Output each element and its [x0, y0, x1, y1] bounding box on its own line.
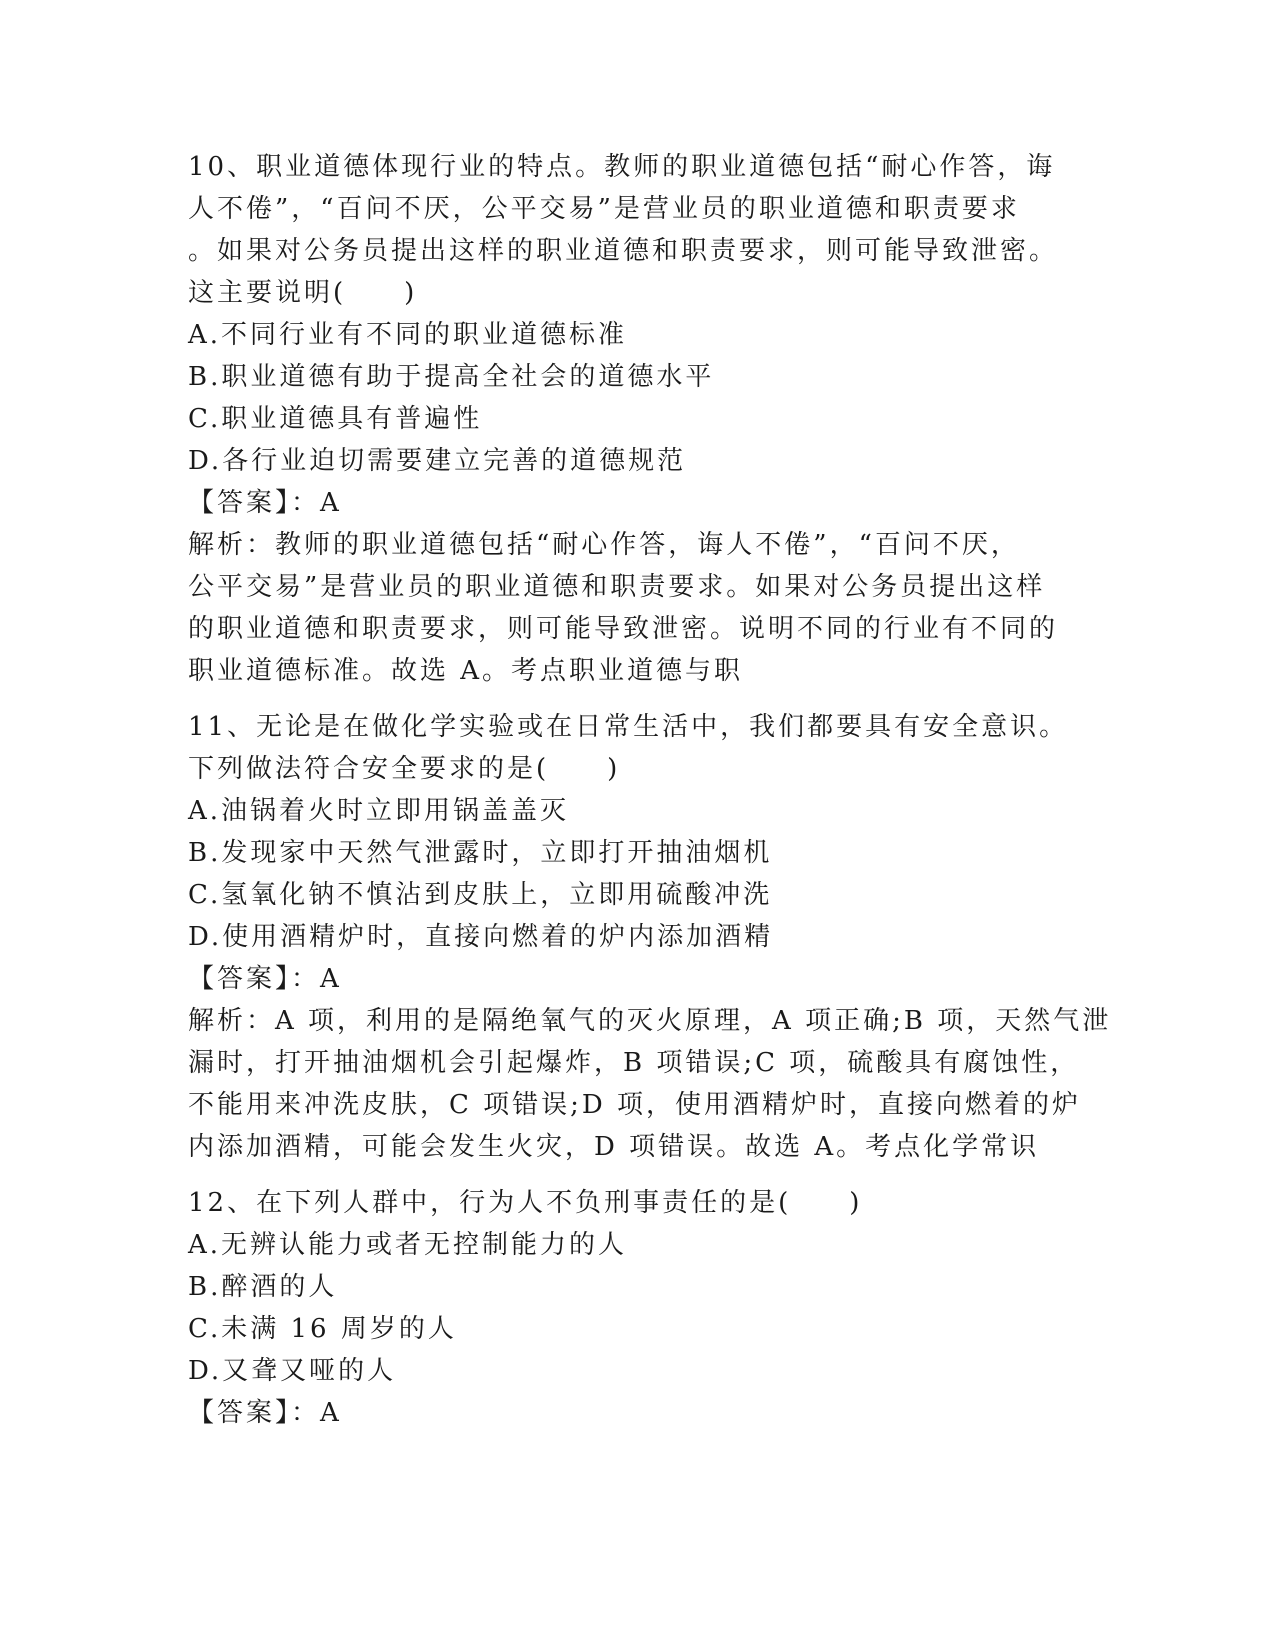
- option-b: B.醉酒的人: [188, 1272, 338, 1302]
- option-c: C.氢氧化钠不慎沾到皮肤上，立即用硫酸冲洗: [188, 880, 773, 910]
- analysis-line: 不能用来冲洗皮肤，C 项错误;D 项，使用酒精炉时，直接向燃着的炉: [188, 1090, 1082, 1120]
- option-a: A.油锅着火时立即用锅盖盖灭: [188, 796, 570, 826]
- question-stem-line: 这主要说明( ): [188, 278, 418, 308]
- option-a: A.无辨认能力或者无控制能力的人: [188, 1230, 628, 1260]
- analysis-line: 漏时，打开抽油烟机会引起爆炸，B 项错误;C 项，硫酸具有腐蚀性，: [188, 1048, 1080, 1078]
- question-10: [188, 146, 1088, 692]
- question-12: [188, 1182, 1088, 1434]
- answer: 【答案】：A: [188, 488, 342, 518]
- question-stem-line: 12、在下列人群中，行为人不负刑事责任的是( ): [188, 1188, 863, 1218]
- option-c: C.未满 16 周岁的人: [188, 1314, 457, 1344]
- document-content: [188, 146, 1112, 1434]
- option-b: B.发现家中天然气泄露时，立即打开抽油烟机: [188, 838, 773, 868]
- question-stem-line: 11、无论是在做化学实验或在日常生活中，我们都要具有安全意识。: [188, 712, 1069, 742]
- option-d: D.使用酒精炉时，直接向燃着的炉内添加酒精: [188, 922, 774, 952]
- question-stem-line: 10、职业道德体现行业的特点。教师的职业道德包括“耐心作答，诲: [188, 152, 1056, 182]
- question-stem-line: 人不倦”，“百问不厌，公平交易”是营业员的职业道德和职责要求: [188, 194, 1020, 224]
- question-stem-line: 。如果对公务员提出这样的职业道德和职责要求，则可能导致泄密。: [188, 236, 1059, 266]
- answer: 【答案】：A: [188, 1398, 342, 1428]
- question-11: [188, 706, 1112, 1168]
- option-a: A.不同行业有不同的职业道德标准: [188, 320, 628, 350]
- option-c: C.职业道德具有普遍性: [188, 404, 483, 434]
- option-d: D.又聋又哑的人: [188, 1356, 397, 1386]
- analysis-line: 内添加酒精，可能会发生火灾，D 项错误。故选 A。考点化学常识: [188, 1132, 1040, 1162]
- option-b: B.职业道德有助于提高全社会的道德水平: [188, 362, 715, 392]
- option-d: D.各行业迫切需要建立完善的道德规范: [188, 446, 687, 476]
- analysis-line: 职业道德标准。故选 A。考点职业道德与职: [188, 656, 744, 686]
- question-stem-line: 下列做法符合安全要求的是( ): [188, 754, 621, 784]
- analysis-line: 解析：A 项，利用的是隔绝氧气的灭火原理，A 项正确;B 项，天然气泄: [188, 1006, 1112, 1036]
- answer: 【答案】：A: [188, 964, 342, 994]
- question-spacer: [188, 692, 1088, 706]
- question-spacer: [188, 1168, 1088, 1182]
- analysis-line: 公平交易”是营业员的职业道德和职责要求。如果对公务员提出这样: [188, 572, 1046, 602]
- analysis-line: 解析：教师的职业道德包括“耐心作答，诲人不倦”，“百问不厌，: [188, 530, 1020, 560]
- analysis-line: 的职业道德和职责要求，则可能导致泄密。说明不同的行业有不同的: [188, 614, 1059, 644]
